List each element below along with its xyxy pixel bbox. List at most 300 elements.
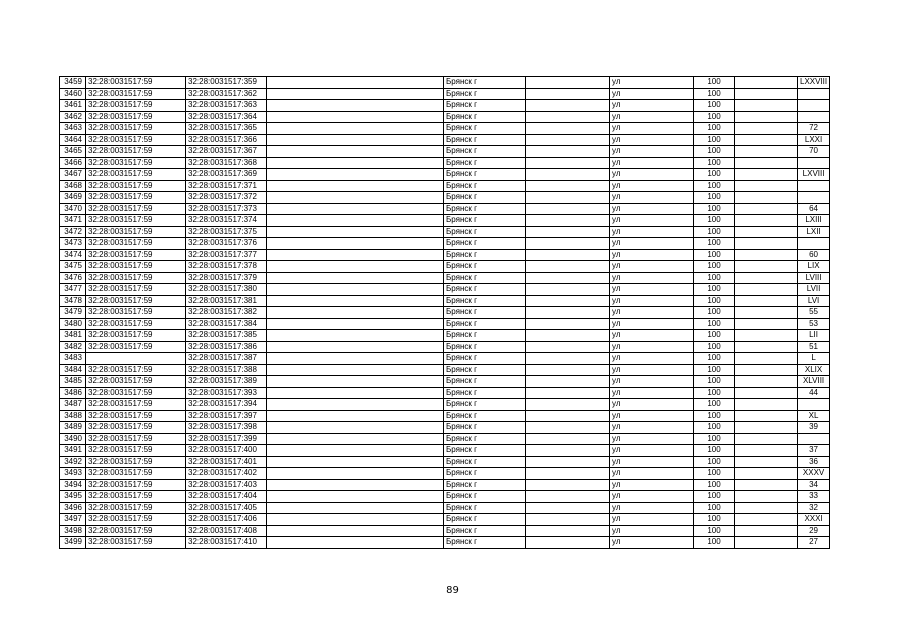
cell-empty xyxy=(267,479,444,491)
cell-empty xyxy=(267,364,444,376)
cell-value: 100 xyxy=(694,169,735,181)
cell-empty xyxy=(526,491,610,503)
cell-empty xyxy=(735,514,798,526)
cell-empty xyxy=(735,376,798,388)
cell-empty xyxy=(526,146,610,158)
cell-house-number: LIX xyxy=(798,261,830,273)
cell-empty xyxy=(267,502,444,514)
cell-row-number: 3490 xyxy=(60,433,86,445)
cell-street-type: ул xyxy=(610,307,694,319)
cell-parent-cadastral-number: 32:28:0031517:59 xyxy=(86,479,186,491)
cell-row-number: 3485 xyxy=(60,376,86,388)
table-row xyxy=(60,387,830,399)
cell-empty xyxy=(526,502,610,514)
cell-empty xyxy=(735,525,798,537)
cell-empty xyxy=(267,100,444,112)
cell-parent-cadastral-number: 32:28:0031517:59 xyxy=(86,261,186,273)
table-row xyxy=(60,261,830,273)
cell-city: Брянск г xyxy=(444,468,526,480)
cell-empty xyxy=(267,238,444,250)
cell-house-number: XLIX xyxy=(798,364,830,376)
cell-parent-cadastral-number: 32:28:0031517:59 xyxy=(86,410,186,422)
table-row xyxy=(60,307,830,319)
cell-empty xyxy=(526,100,610,112)
cell-value: 100 xyxy=(694,261,735,273)
cell-cadastral-number: 32:28:0031517:359 xyxy=(186,77,267,89)
cell-street-type: ул xyxy=(610,376,694,388)
cell-street-type: ул xyxy=(610,272,694,284)
cell-parent-cadastral-number: 32:28:0031517:59 xyxy=(86,111,186,123)
cell-city: Брянск г xyxy=(444,249,526,261)
cell-empty xyxy=(267,318,444,330)
cell-row-number: 3483 xyxy=(60,353,86,365)
cell-city: Брянск г xyxy=(444,502,526,514)
cell-city: Брянск г xyxy=(444,514,526,526)
cell-house-number: XXXI xyxy=(798,514,830,526)
cell-parent-cadastral-number: 32:28:0031517:59 xyxy=(86,445,186,457)
cell-value: 100 xyxy=(694,226,735,238)
cell-row-number: 3498 xyxy=(60,525,86,537)
cell-row-number: 3461 xyxy=(60,100,86,112)
cell-empty xyxy=(735,111,798,123)
table-row xyxy=(60,514,830,526)
cell-cadastral-number: 32:28:0031517:394 xyxy=(186,399,267,411)
cell-city: Брянск г xyxy=(444,353,526,365)
table-row xyxy=(60,410,830,422)
table-row xyxy=(60,422,830,434)
cell-cadastral-number: 32:28:0031517:362 xyxy=(186,88,267,100)
cell-street-type: ул xyxy=(610,399,694,411)
cell-parent-cadastral-number: 32:28:0031517:59 xyxy=(86,215,186,227)
cell-city: Брянск г xyxy=(444,238,526,250)
cell-house-number: LVII xyxy=(798,284,830,296)
cell-row-number: 3497 xyxy=(60,514,86,526)
cell-empty xyxy=(735,479,798,491)
cell-row-number: 3465 xyxy=(60,146,86,158)
cell-empty xyxy=(267,387,444,399)
cell-empty xyxy=(735,146,798,158)
cell-value: 100 xyxy=(694,157,735,169)
cell-empty xyxy=(526,376,610,388)
cell-cadastral-number: 32:28:0031517:389 xyxy=(186,376,267,388)
cell-parent-cadastral-number: 32:28:0031517:59 xyxy=(86,249,186,261)
cell-cadastral-number: 32:28:0031517:373 xyxy=(186,203,267,215)
cell-row-number: 3468 xyxy=(60,180,86,192)
table-row xyxy=(60,399,830,411)
cell-city: Брянск г xyxy=(444,341,526,353)
cell-parent-cadastral-number: 32:28:0031517:59 xyxy=(86,272,186,284)
cell-cadastral-number: 32:28:0031517:364 xyxy=(186,111,267,123)
cell-house-number xyxy=(798,88,830,100)
cell-city: Брянск г xyxy=(444,479,526,491)
cell-city: Брянск г xyxy=(444,192,526,204)
cell-street-type: ул xyxy=(610,215,694,227)
cell-row-number: 3481 xyxy=(60,330,86,342)
cell-value: 100 xyxy=(694,111,735,123)
cell-empty xyxy=(526,295,610,307)
cell-value: 100 xyxy=(694,491,735,503)
cell-house-number: 27 xyxy=(798,537,830,549)
cell-value: 100 xyxy=(694,479,735,491)
cell-street-type: ул xyxy=(610,226,694,238)
cell-empty xyxy=(735,422,798,434)
table-row xyxy=(60,364,830,376)
cell-street-type: ул xyxy=(610,410,694,422)
cell-parent-cadastral-number: 32:28:0031517:59 xyxy=(86,468,186,480)
cell-empty xyxy=(526,387,610,399)
cell-empty xyxy=(526,422,610,434)
cell-parent-cadastral-number: 32:28:0031517:59 xyxy=(86,77,186,89)
cell-parent-cadastral-number: 32:28:0031517:59 xyxy=(86,422,186,434)
cell-street-type: ул xyxy=(610,77,694,89)
table-row xyxy=(60,226,830,238)
cell-cadastral-number: 32:28:0031517:378 xyxy=(186,261,267,273)
cell-house-number: LXIII xyxy=(798,215,830,227)
cell-empty xyxy=(526,353,610,365)
cell-street-type: ул xyxy=(610,491,694,503)
cell-cadastral-number: 32:28:0031517:367 xyxy=(186,146,267,158)
cell-street-type: ул xyxy=(610,146,694,158)
cell-house-number xyxy=(798,192,830,204)
cell-empty xyxy=(735,491,798,503)
cell-city: Брянск г xyxy=(444,376,526,388)
cell-value: 100 xyxy=(694,88,735,100)
cell-parent-cadastral-number: 32:28:0031517:59 xyxy=(86,307,186,319)
table-row xyxy=(60,295,830,307)
table-row xyxy=(60,537,830,549)
cell-parent-cadastral-number: 32:28:0031517:59 xyxy=(86,341,186,353)
cell-value: 100 xyxy=(694,134,735,146)
cell-row-number: 3469 xyxy=(60,192,86,204)
cell-empty xyxy=(735,353,798,365)
cell-city: Брянск г xyxy=(444,364,526,376)
cell-city: Брянск г xyxy=(444,537,526,549)
table-row xyxy=(60,169,830,181)
cell-parent-cadastral-number: 32:28:0031517:59 xyxy=(86,399,186,411)
cell-house-number: 34 xyxy=(798,479,830,491)
cell-empty xyxy=(735,399,798,411)
cell-empty xyxy=(735,456,798,468)
cell-value: 100 xyxy=(694,387,735,399)
cell-house-number: XXXV xyxy=(798,468,830,480)
cell-cadastral-number: 32:28:0031517:363 xyxy=(186,100,267,112)
cell-city: Брянск г xyxy=(444,491,526,503)
cell-city: Брянск г xyxy=(444,169,526,181)
cell-empty xyxy=(526,272,610,284)
cell-empty xyxy=(735,77,798,89)
cell-empty xyxy=(267,307,444,319)
cell-cadastral-number: 32:28:0031517:405 xyxy=(186,502,267,514)
cell-street-type: ул xyxy=(610,249,694,261)
cell-parent-cadastral-number: 32:28:0031517:59 xyxy=(86,100,186,112)
cell-street-type: ул xyxy=(610,123,694,135)
cell-street-type: ул xyxy=(610,330,694,342)
cell-house-number: 29 xyxy=(798,525,830,537)
cell-empty xyxy=(526,330,610,342)
cell-empty xyxy=(267,456,444,468)
cell-city: Брянск г xyxy=(444,307,526,319)
cell-empty xyxy=(735,215,798,227)
cell-value: 100 xyxy=(694,525,735,537)
cell-house-number: 36 xyxy=(798,456,830,468)
cell-empty xyxy=(735,272,798,284)
cell-street-type: ул xyxy=(610,422,694,434)
cell-empty xyxy=(526,226,610,238)
cell-city: Брянск г xyxy=(444,410,526,422)
cell-city: Брянск г xyxy=(444,422,526,434)
cell-value: 100 xyxy=(694,284,735,296)
cell-empty xyxy=(735,433,798,445)
cell-city: Брянск г xyxy=(444,123,526,135)
table-row xyxy=(60,203,830,215)
cell-row-number: 3494 xyxy=(60,479,86,491)
cell-empty xyxy=(267,226,444,238)
cell-row-number: 3463 xyxy=(60,123,86,135)
cell-value: 100 xyxy=(694,180,735,192)
cell-parent-cadastral-number: 32:28:0031517:59 xyxy=(86,203,186,215)
cell-empty xyxy=(526,479,610,491)
cell-empty xyxy=(735,284,798,296)
cell-house-number: LII xyxy=(798,330,830,342)
cell-city: Брянск г xyxy=(444,433,526,445)
cell-empty xyxy=(267,295,444,307)
cell-empty xyxy=(526,249,610,261)
cell-house-number: XL xyxy=(798,410,830,422)
cell-cadastral-number: 32:28:0031517:377 xyxy=(186,249,267,261)
cell-parent-cadastral-number: 32:28:0031517:59 xyxy=(86,157,186,169)
cell-empty xyxy=(267,514,444,526)
cell-value: 100 xyxy=(694,376,735,388)
cell-value: 100 xyxy=(694,295,735,307)
cell-city: Брянск г xyxy=(444,100,526,112)
cell-house-number: LXXVIII xyxy=(798,77,830,89)
table-row xyxy=(60,479,830,491)
cell-value: 100 xyxy=(694,399,735,411)
page-number: 89 xyxy=(446,585,459,596)
cell-value: 100 xyxy=(694,456,735,468)
cell-house-number xyxy=(798,157,830,169)
cell-street-type: ул xyxy=(610,238,694,250)
table-row xyxy=(60,456,830,468)
cell-empty xyxy=(735,261,798,273)
cell-empty xyxy=(267,123,444,135)
cell-value: 100 xyxy=(694,537,735,549)
cell-street-type: ул xyxy=(610,203,694,215)
cell-empty xyxy=(526,341,610,353)
cell-empty xyxy=(526,456,610,468)
cell-parent-cadastral-number: 32:28:0031517:59 xyxy=(86,134,186,146)
cell-empty xyxy=(267,468,444,480)
cell-street-type: ул xyxy=(610,353,694,365)
cell-city: Брянск г xyxy=(444,88,526,100)
cell-city: Брянск г xyxy=(444,261,526,273)
cell-row-number: 3460 xyxy=(60,88,86,100)
cell-cadastral-number: 32:28:0031517:402 xyxy=(186,468,267,480)
cell-row-number: 3473 xyxy=(60,238,86,250)
cell-value: 100 xyxy=(694,422,735,434)
cell-parent-cadastral-number: 32:28:0031517:59 xyxy=(86,433,186,445)
cell-city: Брянск г xyxy=(444,284,526,296)
cell-empty xyxy=(267,169,444,181)
cell-empty xyxy=(267,445,444,457)
cell-empty xyxy=(735,238,798,250)
cell-empty xyxy=(267,410,444,422)
cell-cadastral-number: 32:28:0031517:408 xyxy=(186,525,267,537)
cell-cadastral-number: 32:28:0031517:381 xyxy=(186,295,267,307)
cell-empty xyxy=(735,318,798,330)
cell-city: Брянск г xyxy=(444,215,526,227)
cell-row-number: 3489 xyxy=(60,422,86,434)
cell-empty xyxy=(735,134,798,146)
cell-parent-cadastral-number: 32:28:0031517:59 xyxy=(86,180,186,192)
table-row xyxy=(60,123,830,135)
cell-house-number xyxy=(798,111,830,123)
table-row xyxy=(60,491,830,503)
cell-city: Брянск г xyxy=(444,330,526,342)
cell-row-number: 3491 xyxy=(60,445,86,457)
cell-row-number: 3492 xyxy=(60,456,86,468)
cell-row-number: 3477 xyxy=(60,284,86,296)
cell-row-number: 3464 xyxy=(60,134,86,146)
cell-row-number: 3466 xyxy=(60,157,86,169)
cell-value: 100 xyxy=(694,364,735,376)
cell-parent-cadastral-number: 32:28:0031517:59 xyxy=(86,295,186,307)
cell-value: 100 xyxy=(694,410,735,422)
cell-parent-cadastral-number: 32:28:0031517:59 xyxy=(86,387,186,399)
cell-empty xyxy=(526,261,610,273)
cell-empty xyxy=(735,445,798,457)
cell-empty xyxy=(267,203,444,215)
table-row xyxy=(60,238,830,250)
table-row xyxy=(60,318,830,330)
cell-city: Брянск г xyxy=(444,203,526,215)
cell-row-number: 3467 xyxy=(60,169,86,181)
cell-street-type: ул xyxy=(610,514,694,526)
table-row xyxy=(60,111,830,123)
cell-parent-cadastral-number: 32:28:0031517:59 xyxy=(86,318,186,330)
cell-row-number: 3476 xyxy=(60,272,86,284)
cell-row-number: 3479 xyxy=(60,307,86,319)
cell-house-number: LVI xyxy=(798,295,830,307)
cell-empty xyxy=(267,157,444,169)
cell-value: 100 xyxy=(694,146,735,158)
cell-city: Брянск г xyxy=(444,134,526,146)
table-row xyxy=(60,180,830,192)
cell-cadastral-number: 32:28:0031517:403 xyxy=(186,479,267,491)
cell-city: Брянск г xyxy=(444,272,526,284)
cell-street-type: ул xyxy=(610,479,694,491)
cell-parent-cadastral-number: 32:28:0031517:59 xyxy=(86,330,186,342)
cell-cadastral-number: 32:28:0031517:368 xyxy=(186,157,267,169)
cell-street-type: ул xyxy=(610,88,694,100)
cell-street-type: ул xyxy=(610,341,694,353)
table-row xyxy=(60,468,830,480)
cell-empty xyxy=(267,249,444,261)
cell-cadastral-number: 32:28:0031517:386 xyxy=(186,341,267,353)
cell-empty xyxy=(267,77,444,89)
cell-cadastral-number: 32:28:0031517:365 xyxy=(186,123,267,135)
cell-city: Брянск г xyxy=(444,111,526,123)
cell-row-number: 3486 xyxy=(60,387,86,399)
cell-street-type: ул xyxy=(610,468,694,480)
cell-parent-cadastral-number: 32:28:0031517:59 xyxy=(86,88,186,100)
cell-empty xyxy=(267,433,444,445)
cell-empty xyxy=(526,192,610,204)
cell-parent-cadastral-number: 32:28:0031517:59 xyxy=(86,502,186,514)
cell-empty xyxy=(267,261,444,273)
cell-empty xyxy=(526,410,610,422)
cell-house-number: 72 xyxy=(798,123,830,135)
cell-street-type: ул xyxy=(610,100,694,112)
cell-cadastral-number: 32:28:0031517:374 xyxy=(186,215,267,227)
cell-house-number: 70 xyxy=(798,146,830,158)
table-row xyxy=(60,146,830,158)
cell-empty xyxy=(267,215,444,227)
cell-city: Брянск г xyxy=(444,445,526,457)
cell-empty xyxy=(735,537,798,549)
cell-empty xyxy=(267,537,444,549)
table-row xyxy=(60,157,830,169)
cell-city: Брянск г xyxy=(444,295,526,307)
cell-value: 100 xyxy=(694,192,735,204)
cell-house-number: XLVIII xyxy=(798,376,830,388)
cell-value: 100 xyxy=(694,330,735,342)
cell-cadastral-number: 32:28:0031517:387 xyxy=(186,353,267,365)
cell-parent-cadastral-number: 32:28:0031517:59 xyxy=(86,123,186,135)
cell-street-type: ул xyxy=(610,157,694,169)
cell-city: Брянск г xyxy=(444,157,526,169)
cell-empty xyxy=(267,284,444,296)
cell-street-type: ул xyxy=(610,433,694,445)
cell-value: 100 xyxy=(694,307,735,319)
cell-empty xyxy=(526,123,610,135)
cell-street-type: ул xyxy=(610,364,694,376)
cell-house-number: 53 xyxy=(798,318,830,330)
cell-empty xyxy=(526,134,610,146)
cell-cadastral-number: 32:28:0031517:366 xyxy=(186,134,267,146)
cell-row-number: 3482 xyxy=(60,341,86,353)
cell-house-number: LVIII xyxy=(798,272,830,284)
cell-empty xyxy=(735,502,798,514)
cell-empty xyxy=(735,226,798,238)
table-row xyxy=(60,77,830,89)
cell-cadastral-number: 32:28:0031517:385 xyxy=(186,330,267,342)
cell-empty xyxy=(267,134,444,146)
cell-parent-cadastral-number: 32:28:0031517:59 xyxy=(86,238,186,250)
cell-empty xyxy=(735,180,798,192)
table-row xyxy=(60,330,830,342)
cell-house-number: 44 xyxy=(798,387,830,399)
cell-value: 100 xyxy=(694,123,735,135)
cell-empty xyxy=(735,410,798,422)
cell-parent-cadastral-number: 32:28:0031517:59 xyxy=(86,525,186,537)
cell-cadastral-number: 32:28:0031517:398 xyxy=(186,422,267,434)
cell-cadastral-number: 32:28:0031517:388 xyxy=(186,364,267,376)
cell-street-type: ул xyxy=(610,387,694,399)
cell-street-type: ул xyxy=(610,318,694,330)
table-row xyxy=(60,376,830,388)
cell-empty xyxy=(267,422,444,434)
cell-house-number: 39 xyxy=(798,422,830,434)
cell-value: 100 xyxy=(694,318,735,330)
cell-empty xyxy=(526,180,610,192)
cell-street-type: ул xyxy=(610,192,694,204)
cell-house-number xyxy=(798,100,830,112)
cell-street-type: ул xyxy=(610,525,694,537)
cell-cadastral-number: 32:28:0031517:410 xyxy=(186,537,267,549)
cell-row-number: 3493 xyxy=(60,468,86,480)
cell-empty xyxy=(735,157,798,169)
